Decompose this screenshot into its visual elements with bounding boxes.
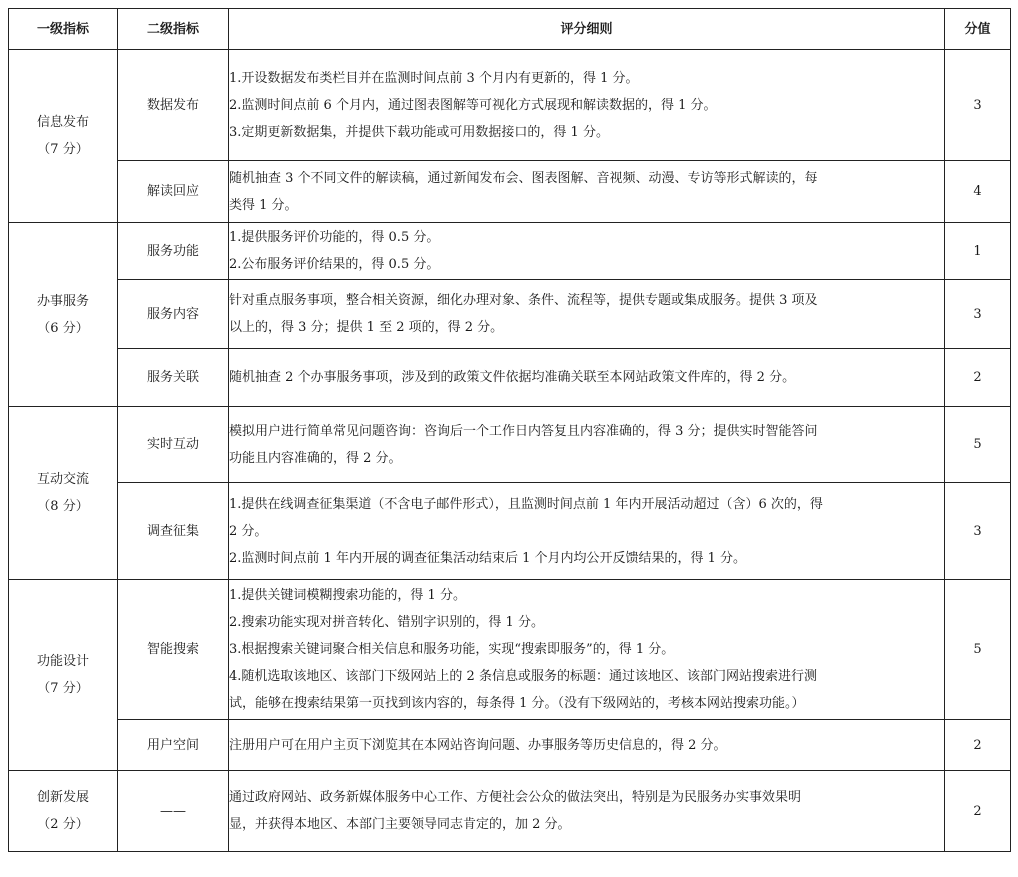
category-cell [9,223,118,407]
table-row [9,161,1011,223]
score-value: 5 [945,580,1011,720]
table-row [9,223,1011,280]
score-value: 3 [945,50,1011,161]
rule-text: 针对重点服务事项，整合相关资源，细化办理对象、条件、流程等，提供专题或集成服务。提供 3 项及 [229,293,818,308]
rule-text: 随机抽查 3 个不同文件的解读稿，通过新闻发布会、图表图解、音视频、动漫、专访等形式解读的，每 [229,170,818,186]
subcategory-name: 服务内容 [118,280,229,349]
rule-text: 模拟用户进行简单常见问题咨询：咨询后一个工作日内答复且内容准确的，得 3 分；提供实时智能答问 [229,423,818,439]
subcategory-name: 实时互动 [118,407,229,483]
score-value: 2 [945,349,1011,407]
subcategory-name: —— [118,771,229,852]
rule-text: 4.随机选取该地区、该部门下级网站上的 2 条信息或服务的标题：通过该地区、该部门网站搜索进行测 [229,669,817,684]
table-row [9,50,1011,161]
rule-text: 功能且内容准确的，得 2 分。 [229,450,402,466]
category-cell [9,50,118,223]
rules-cell [229,483,945,580]
rules-cell [229,580,945,720]
category-points: （7 分） [37,681,89,696]
subcategory-name: 解读回应 [118,161,229,223]
header-rules: 评分细则 [229,9,945,50]
score-value: 3 [945,483,1011,580]
rule-text: 3.定期更新数据集，并提供下载功能或可用数据接口的，得 1 分。 [229,124,609,140]
score-value: 2 [945,720,1011,771]
rule-text: 以上的，得 3 分；提供 1 至 2 项的，得 2 分。 [229,320,504,335]
rule-text: 类得 1 分。 [229,197,298,213]
table-row [9,720,1011,771]
category-name: 办事服务 [36,293,89,309]
rule-text: 1.提供关键词模糊搜索功能的，得 1 分。 [229,588,466,603]
rule-text: 显，并获得本地区、本部门主要领导同志肯定的，加 2 分。 [229,817,571,832]
rule-text: 2.监测时间点前 1 年内开展的调查征集活动结束后 1 个月内均公开反馈结果的，得 1 分。 [229,550,747,566]
score-value: 1 [945,223,1011,280]
table-row [9,349,1011,407]
subcategory-name: 服务功能 [118,223,229,280]
header-row [9,9,1011,50]
rule-text: 3.根据搜索关键词聚合相关信息和服务功能，实现“搜索即服务”的，得 1 分。 [229,642,675,657]
rule-text: 2.公布服务评价结果的，得 0.5 分。 [229,257,440,272]
category-name: 信息发布 [36,115,89,130]
subcategory-name: 智能搜索 [118,580,229,720]
table-row [9,407,1011,483]
category-cell [9,771,118,852]
rules-cell [229,161,945,223]
rules-cell [229,771,945,852]
scoring-table [8,8,1011,852]
category-name: 创新发展 [36,790,89,805]
rule-text: 2 分。 [229,523,268,539]
rules-cell [229,720,945,771]
rule-text: 注册用户可在用户主页下浏览其在本网站咨询问题、办事服务等历史信息的，得 2 分。 [229,737,727,753]
rule-text: 1.提供在线调查征集渠道（不含电子邮件形式），且监测时间点前 1 年内开展活动超过（含）6 次的，得 [229,496,823,512]
category-cell [9,580,118,771]
rules-cell [229,223,945,280]
rule-text: 2.搜索功能实现对拼音转化、错别字识别的，得 1 分。 [229,615,544,630]
table-row [9,280,1011,349]
rules-cell [229,407,945,483]
rule-text: 试，能够在搜索结果第一页找到该内容的，每条得 1 分。（没有下级网站的，考核本网站搜索功能。） [229,696,805,711]
score-value: 4 [945,161,1011,223]
rules-cell [229,50,945,161]
category-name: 互动交流 [36,472,89,487]
subcategory-name: 数据发布 [118,50,229,161]
rules-cell [229,349,945,407]
category-points: （7 分） [37,142,89,157]
subcategory-name: 服务关联 [118,349,229,407]
rules-cell [229,280,945,349]
header-level2: 二级指标 [118,9,229,50]
subcategory-name: 用户空间 [118,720,229,771]
rule-text: 1.开设数据发布类栏目并在监测时间点前 3 个月内有更新的，得 1 分。 [229,70,639,86]
header-score: 分值 [945,9,1011,50]
score-value: 2 [945,771,1011,852]
table-row [9,580,1011,720]
score-value: 3 [945,280,1011,349]
category-points: （6 分） [37,320,89,336]
rule-text: 随机抽查 2 个办事服务事项，涉及到的政策文件依据均准确关联至本网站政策文件库的，得 2 分。 [229,370,796,385]
category-points: （8 分） [37,499,89,514]
category-cell [9,407,118,580]
table-row [9,771,1011,852]
rule-text: 1.提供服务评价功能的，得 0.5 分。 [229,230,440,245]
subcategory-name: 调查征集 [118,483,229,580]
category-points: （2 分） [37,817,89,832]
score-value: 5 [945,407,1011,483]
rule-text: 通过政府网站、政务新媒体服务中心工作、方便社会公众的做法突出，特别是为民服务办实事效果明 [229,790,802,805]
rule-text: 2.监测时间点前 6 个月内，通过图表图解等可视化方式展现和解读数据的，得 1 分。 [229,97,717,113]
category-name: 功能设计 [36,654,89,669]
table-row [9,483,1011,580]
header-level1: 一级指标 [9,9,118,50]
